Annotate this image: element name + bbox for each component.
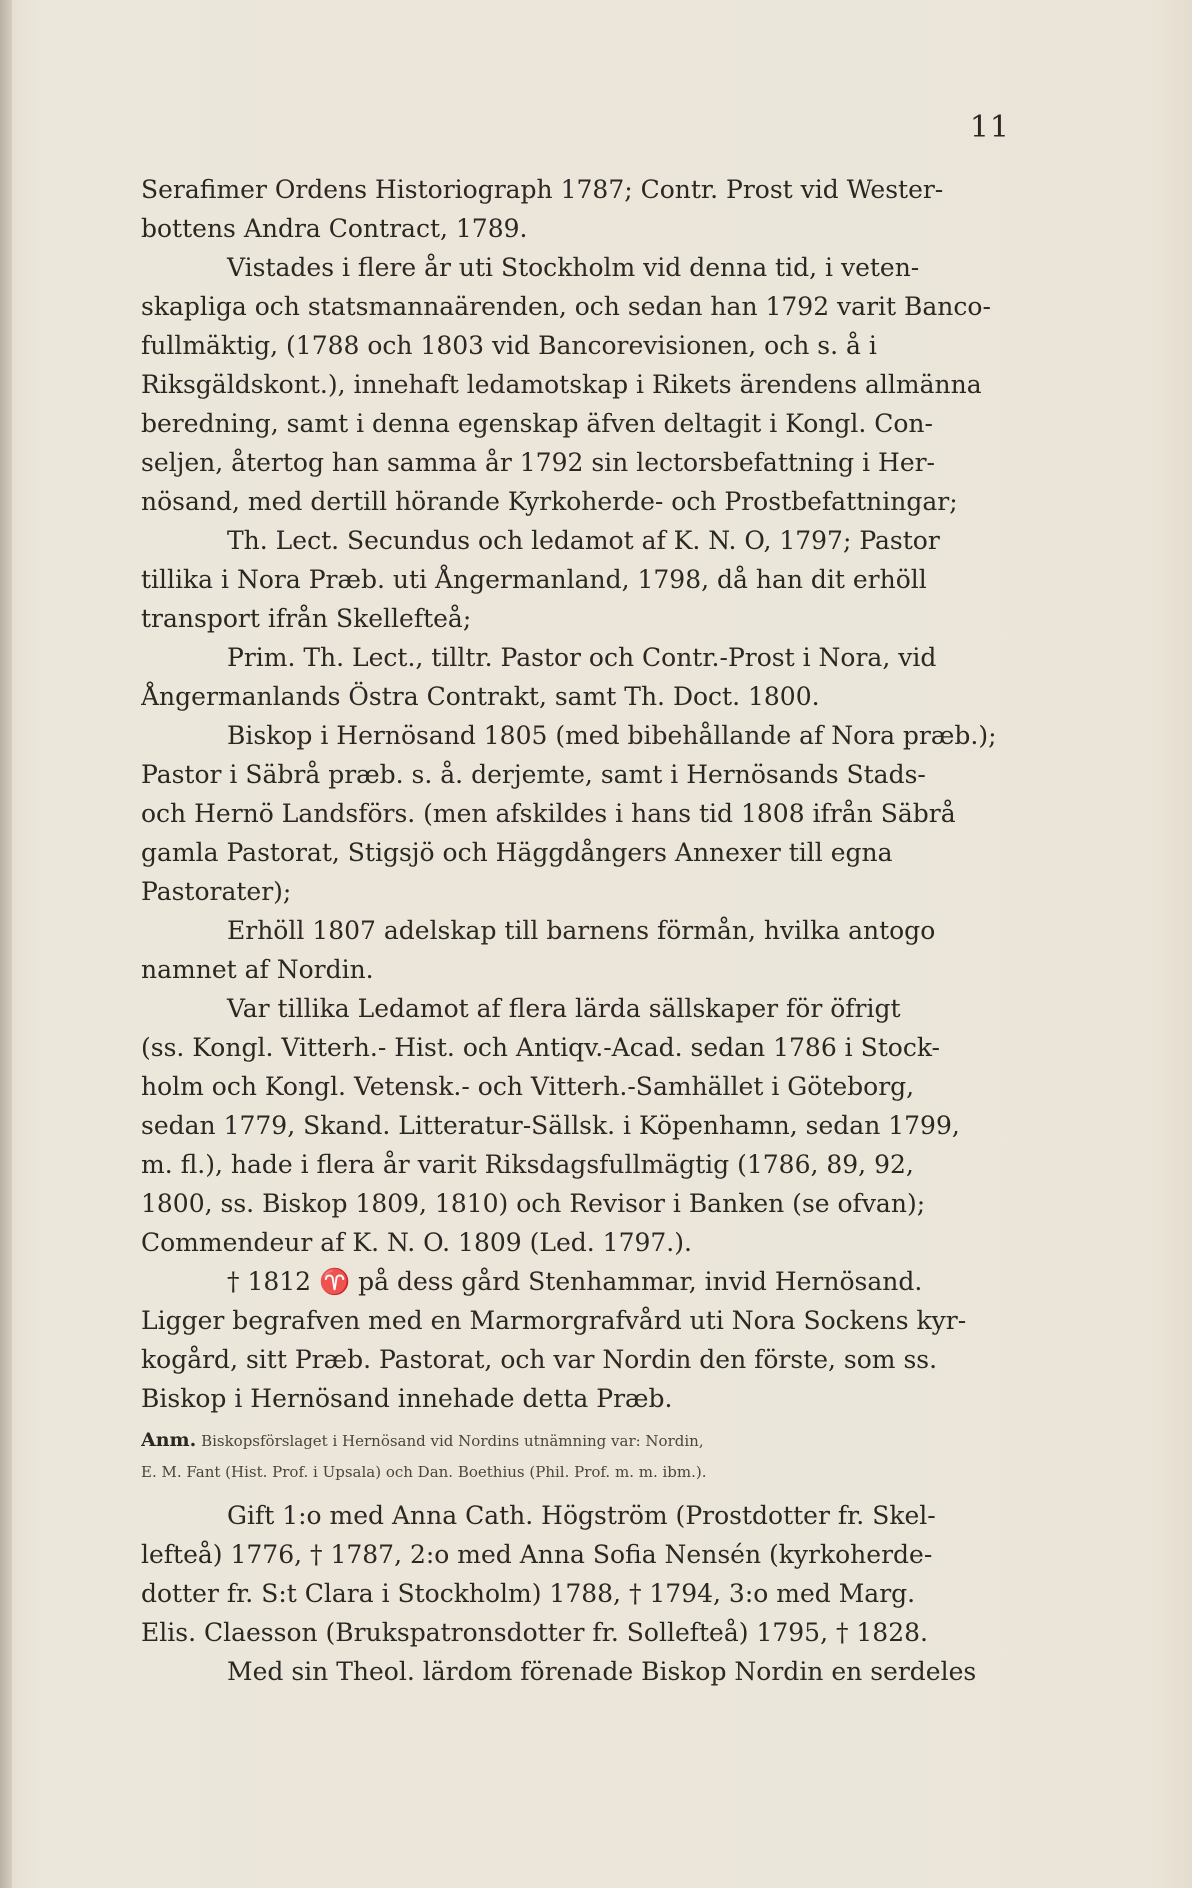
footnote-text: Biskopsförslaget i Hernösand vid Nordins utnämning var: Nordin, [201, 1432, 704, 1450]
text-line: Commendeur af K. N. O. 1809 (Led. 1797.). [141, 1228, 692, 1257]
text-line: beredning, samt i denna egenskap äfven deltagit i Kongl. Con- [141, 409, 933, 438]
page-number: 11 [969, 110, 1010, 145]
text-line: Vistades i flere år uti Stockholm vid denna tid, i veten- [227, 253, 920, 282]
text-line: (ss. Kongl. Vitterh.- Hist. och Antiqv.-Acad. sedan 1786 i Stock- [141, 1033, 940, 1062]
text-line: sedan 1779, Skand. Litteratur-Sällsk. i Köpenhamn, sedan 1799, [141, 1111, 960, 1140]
text-line: tillika i Nora Præb. uti Ångermanland, 1798, då han dit erhöll [141, 565, 927, 594]
text-line: Ångermanlands Östra Contrakt, samt Th. Doct. 1800. [141, 682, 820, 711]
body-text [141, 170, 1045, 1691]
text-line: Riksgäldskont.), innehaft ledamotskap i Rikets ärendens allmänna [141, 370, 982, 399]
page-spine-edge [0, 0, 12, 1888]
text-line: Serafimer Ordens Historiograph 1787; Contr. Prost vid Wester- [141, 175, 944, 204]
text-line: gamla Pastorat, Stigsjö och Häggdångers Annexer till egna [141, 838, 893, 867]
text-line: och Hernö Landsförs. (men afskildes i hans tid 1808 ifrån Säbrå [141, 799, 956, 828]
text-line: Biskop i Hernösand innehade detta Præb. [141, 1384, 673, 1413]
footnote-line: E. M. Fant (Hist. Prof. i Upsala) och Dan. Boethius (Phil. Prof. m. m. ibm.). [141, 1463, 707, 1481]
text-line: lefteå) 1776, † 1787, 2:o med Anna Sofia Nensén (kyrkoherde- [141, 1540, 933, 1569]
text-line: † 1812 ♈ på dess gård Stenhammar, invid Hernösand. [227, 1267, 923, 1296]
text-line: fullmäktig, (1788 och 1803 vid Bancorevisionen, och s. å i [141, 331, 877, 360]
footnote-line [141, 1424, 1045, 1456]
text-line: skapliga och statsmannaärenden, och sedan han 1792 varit Banco- [141, 292, 991, 321]
text-line: Gift 1:o med Anna Cath. Högström (Prostdotter fr. Skel- [227, 1501, 936, 1530]
text-line: 1800, ss. Biskop 1809, 1810) och Revisor i Banken (se ofvan); [141, 1189, 926, 1218]
text-line: Var tillika Ledamot af flera lärda sällskaper för öfrigt [227, 994, 901, 1023]
text-line: Th. Lect. Secundus och ledamot af K. N. O, 1797; Pastor [227, 526, 940, 555]
text-line: Erhöll 1807 adelskap till barnens förmån, hvilka antogo [227, 916, 936, 945]
text-line: holm och Kongl. Vetensk.- och Vitterh.-Samhället i Göteborg, [141, 1072, 915, 1101]
text-line: seljen, återtog han samma år 1792 sin lectorsbefattning i Her- [141, 448, 936, 477]
text-line: Ligger begrafven med en Marmorgrafvård uti Nora Sockens kyr- [141, 1306, 967, 1335]
text-line: nösand, med dertill hörande Kyrkoherde- och Prostbefattningar; [141, 487, 958, 516]
text-line: Elis. Claesson (Brukspatronsdotter fr. Sollefteå) 1795, † 1828. [141, 1618, 928, 1647]
text-line: Prim. Th. Lect., tilltr. Pastor och Contr.-Prost i Nora, vid [227, 643, 937, 672]
footnote-label: Anm. [141, 1429, 197, 1451]
text-line: Med sin Theol. lärdom förenade Biskop Nordin en serdeles [227, 1657, 977, 1686]
text-line: namnet af Nordin. [141, 955, 374, 984]
text-line: transport ifrån Skellefteå; [141, 604, 472, 633]
text-line: kogård, sitt Præb. Pastorat, och var Nordin den förste, som ss. [141, 1345, 938, 1374]
text-line: m. fl.), hade i flera år varit Riksdagsfullmägtig (1786, 89, 92, [141, 1150, 914, 1179]
text-line: dotter fr. S:t Clara i Stockholm) 1788, † 1794, 3:o med Marg. [141, 1579, 916, 1608]
text-line: Pastorater); [141, 877, 292, 906]
text-line: Biskop i Hernösand 1805 (med bibehållande af Nora præb.); [227, 721, 997, 750]
text-line: Pastor i Säbrå præb. s. å. derjemte, samt i Hernösands Stads- [141, 760, 926, 789]
text-line: bottens Andra Contract, 1789. [141, 214, 528, 243]
